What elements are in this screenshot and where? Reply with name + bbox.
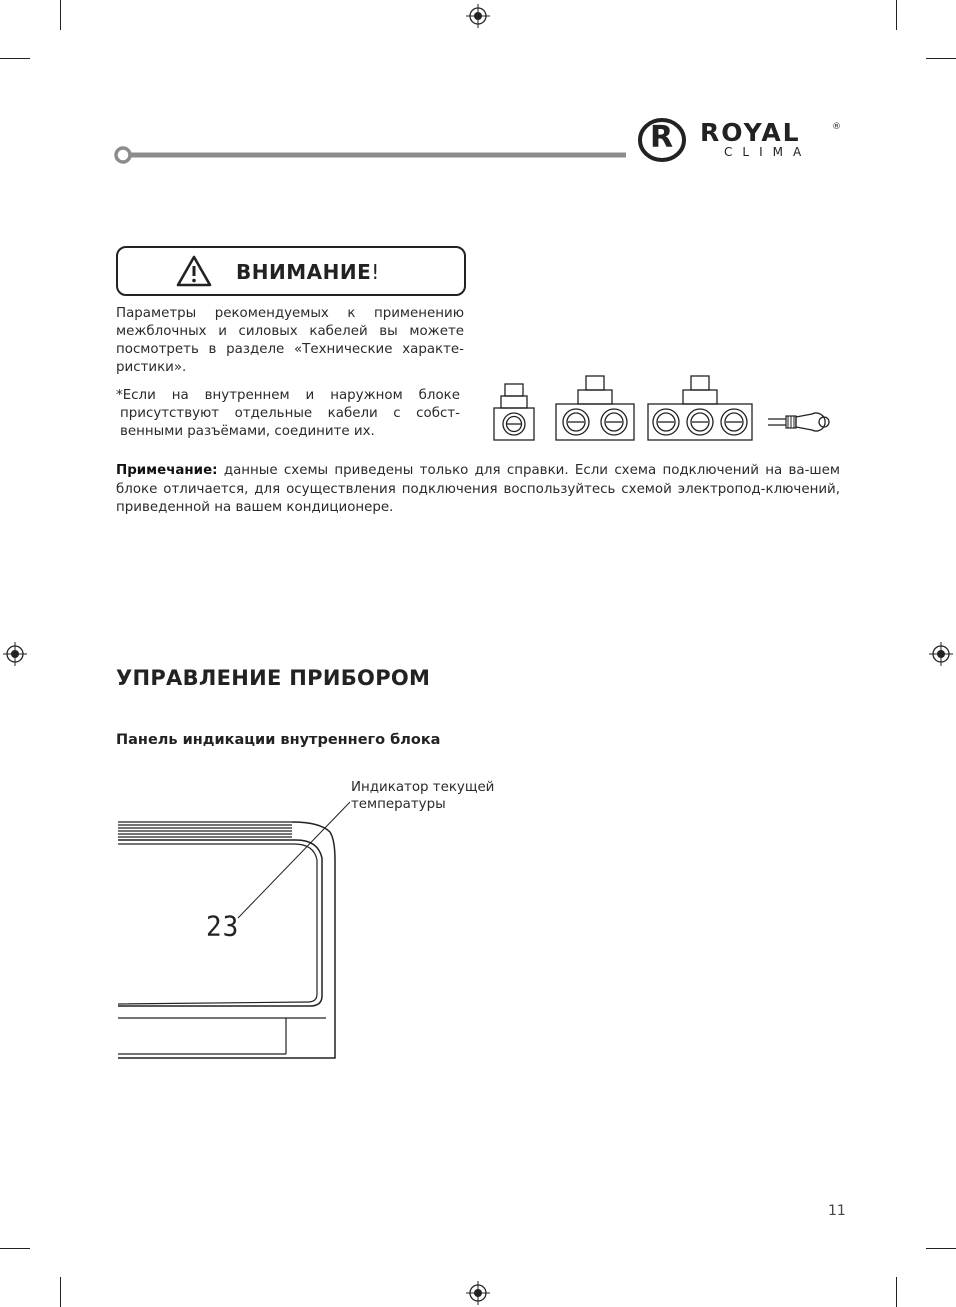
- connector-paragraph: [116, 387, 460, 441]
- crop-mark: [60, 1277, 61, 1307]
- double-terminal-icon: [554, 374, 636, 442]
- page-number: 11: [828, 1203, 846, 1219]
- ring-terminal-icon: [768, 408, 842, 436]
- temperature-callout: [351, 779, 494, 813]
- cable-info-paragraph: [116, 305, 464, 377]
- paragraph-line: присутствуют отдельные кабели с собст-: [120, 406, 460, 421]
- brand-registered: ®: [832, 122, 841, 132]
- note-label: Примечание:: [116, 463, 218, 478]
- paragraph-line: ристики».: [116, 360, 187, 375]
- warning-title-text: ВНИМАНИЕ: [236, 260, 372, 284]
- triple-terminal-icon: [646, 374, 754, 442]
- header-rule: [112, 145, 632, 165]
- registration-mark-icon: [466, 1281, 490, 1305]
- note-paragraph: [116, 462, 840, 518]
- warning-triangle-icon: [176, 255, 212, 287]
- paragraph-line: Параметры рекомендуемых к применению: [116, 306, 464, 321]
- crop-mark: [926, 58, 956, 59]
- crop-mark: [926, 1248, 956, 1249]
- note-text: данные схемы приведены только для справки. Если схема подключений на ва-шем блоке отличается, для осуществления подключения воспользуйтесь схемой электропод-ключений, приведенной на вашем кондиционере.: [116, 463, 840, 515]
- single-terminal-icon: [492, 382, 536, 442]
- brand-logo-letter: R: [650, 120, 674, 155]
- paragraph-line: венными разъёмами, соедините их.: [120, 424, 375, 439]
- section-subtitle: Панель индикации внутреннего блока: [116, 732, 441, 748]
- crop-mark: [60, 0, 61, 30]
- crop-mark: [0, 58, 30, 59]
- section-title: УПРАВЛЕНИЕ ПРИБОРОМ: [116, 666, 431, 690]
- registration-mark-icon: [466, 4, 490, 28]
- registration-mark-icon: [929, 642, 953, 666]
- crop-mark: [896, 0, 897, 30]
- temperature-display: 23: [206, 911, 240, 943]
- warning-box: [116, 246, 466, 296]
- callout-line: температуры: [351, 797, 446, 812]
- brand-sub: CLIMA: [724, 145, 812, 159]
- crop-mark: [0, 1248, 30, 1249]
- brand-name: ROYAL: [700, 118, 801, 147]
- paragraph-line: межблочных и силовых кабелей вы можете: [116, 324, 464, 339]
- warning-mark: !: [371, 260, 380, 284]
- warning-title: [236, 260, 380, 284]
- callout-line: Индикатор текущей: [351, 780, 495, 795]
- paragraph-line: посмотреть в разделе «Технические характе-: [116, 342, 464, 357]
- registration-mark-icon: [3, 642, 27, 666]
- crop-mark: [896, 1277, 897, 1307]
- paragraph-line: *Если на внутреннем и наружном блоке: [116, 388, 460, 403]
